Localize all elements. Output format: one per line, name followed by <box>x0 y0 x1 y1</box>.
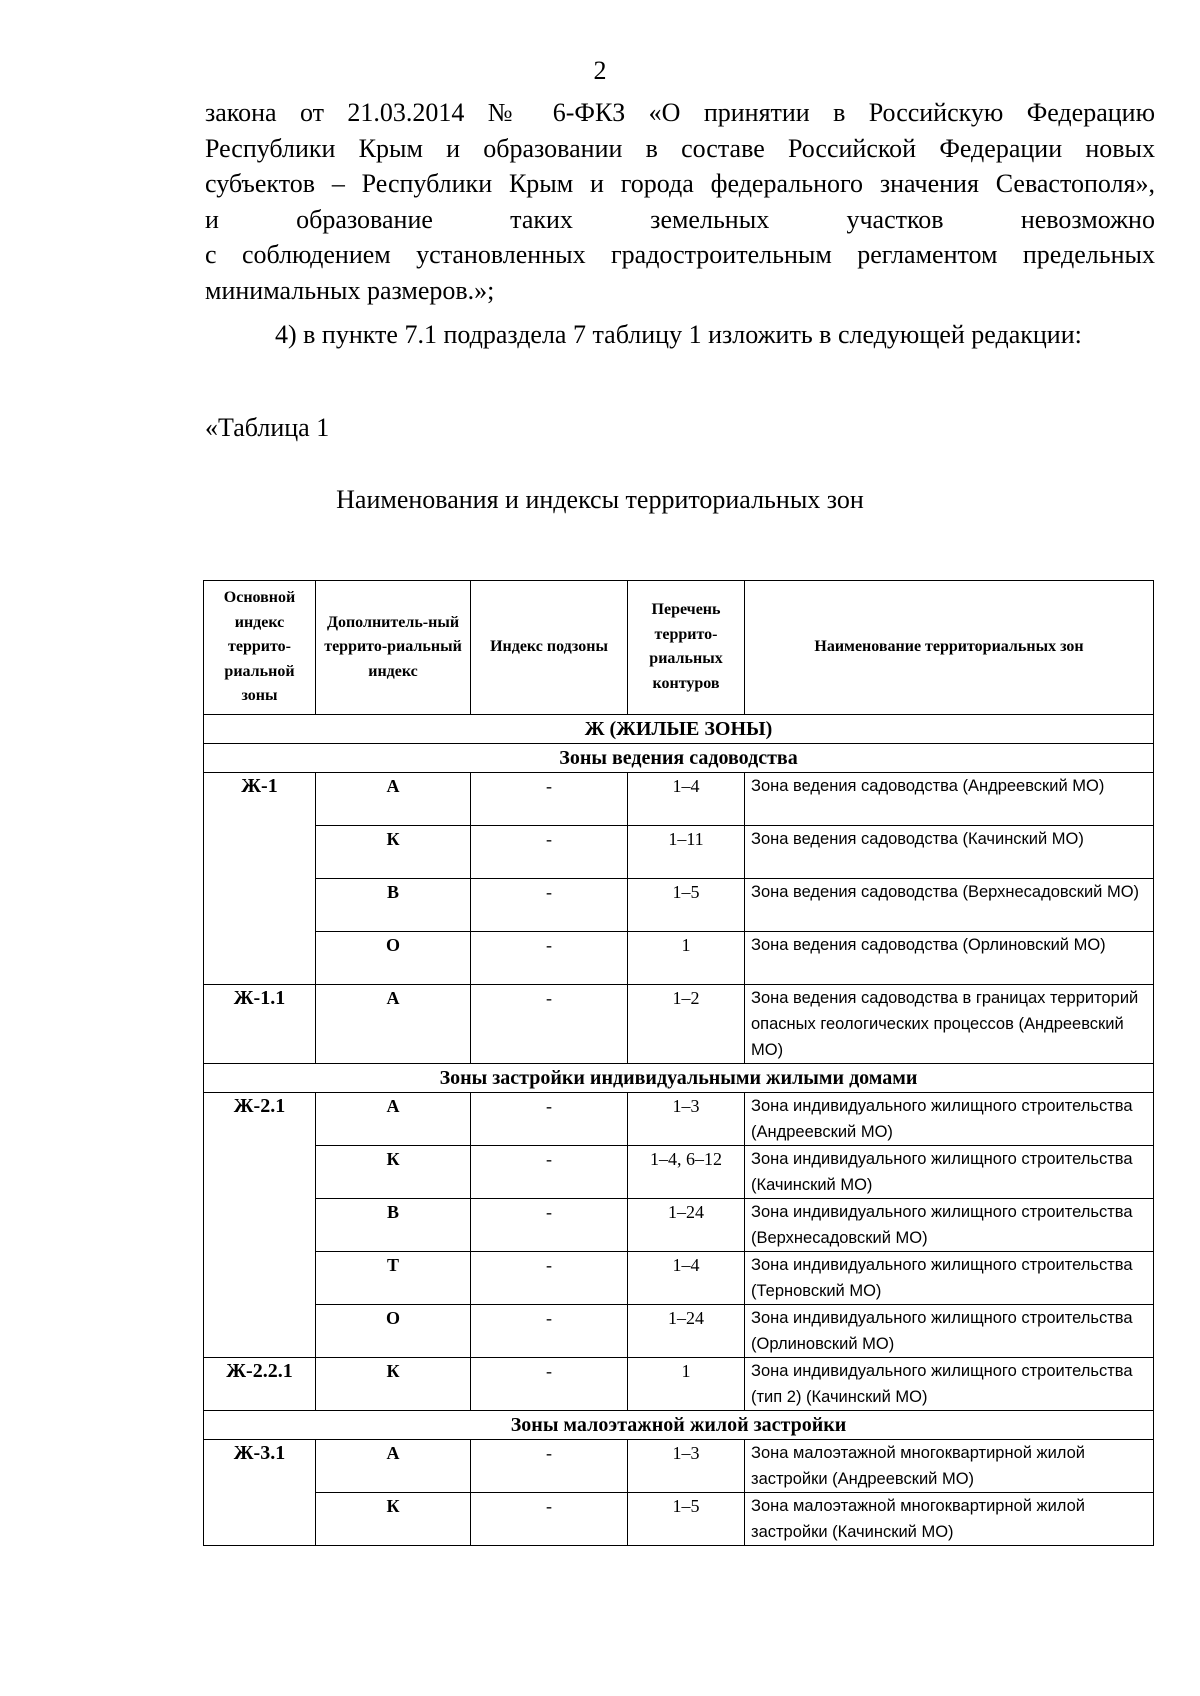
zone-name-cell: Зона ведения садоводства (Верхнесадовский МО) <box>745 878 1154 931</box>
paragraph-law-reference <box>205 95 1155 308</box>
contours-cell: 1–3 <box>628 1092 745 1145</box>
subzone-cell: - <box>471 825 628 878</box>
subzone-cell: - <box>471 1145 628 1198</box>
subzone-cell: - <box>471 1198 628 1251</box>
subzone-cell: - <box>471 1251 628 1304</box>
text-line: закона от 21.03.2014 № 6-ФКЗ «О принятии в Российскую Федерацию <box>205 98 1155 127</box>
zone-name-cell: Зона индивидуального жилищного строительства (Терновский МО) <box>745 1251 1154 1304</box>
contours-cell: 1–5 <box>628 1492 745 1545</box>
additional-index-cell: А <box>316 1092 471 1145</box>
main-index-cell: Ж-3.1 <box>204 1439 316 1545</box>
table-header-row <box>204 581 1154 715</box>
contours-cell: 1–4, 6–12 <box>628 1145 745 1198</box>
additional-index-cell: К <box>316 1145 471 1198</box>
zone-name-cell: Зона индивидуального жилищного строительства (тип 2) (Качинский МО) <box>745 1357 1154 1410</box>
zone-name-cell: Зона малоэтажной многоквартирной жилой застройки (Андреевский МО) <box>745 1439 1154 1492</box>
additional-index-cell: Т <box>316 1251 471 1304</box>
header-contours: Перечень террито-риальных контуров <box>628 581 745 715</box>
group-row <box>204 743 1154 772</box>
contours-cell: 1–3 <box>628 1439 745 1492</box>
group-row <box>204 1063 1154 1092</box>
section-row <box>204 714 1154 743</box>
table-row <box>204 984 1154 1063</box>
header-additional-index: Дополнитель-ный террито-риальный индекс <box>316 581 471 715</box>
zone-name-cell: Зона малоэтажной многоквартирной жилой застройки (Качинский МО) <box>745 1492 1154 1545</box>
table-row <box>204 931 1154 984</box>
subzone-cell: - <box>471 1092 628 1145</box>
main-index-cell: Ж-2.2.1 <box>204 1357 316 1410</box>
table-row <box>204 1304 1154 1357</box>
table-row <box>204 1492 1154 1545</box>
contours-cell: 1–24 <box>628 1198 745 1251</box>
additional-index-cell: О <box>316 931 471 984</box>
additional-index-cell: А <box>316 1439 471 1492</box>
text-line: минимальных размеров.»; <box>205 275 495 305</box>
table-row <box>204 1251 1154 1304</box>
paragraph-amendment: 4) в пункте 7.1 подраздела 7 таблицу 1 изложить в следующей редакции: <box>275 320 1082 349</box>
header-main-index: Основной индекс террито-риальной зоны <box>204 581 316 715</box>
text-line: субъектов – Республики Крым и города федерального значения Севастополя», <box>205 169 1155 198</box>
group-title: Зоны ведения садоводства <box>204 743 1154 772</box>
word: участков <box>846 204 944 234</box>
table-row <box>204 1357 1154 1410</box>
contours-cell: 1–2 <box>628 984 745 1063</box>
contours-cell: 1–5 <box>628 878 745 931</box>
page-number: 2 <box>593 56 607 85</box>
contours-cell: 1 <box>628 931 745 984</box>
table-caption: «Таблица 1 <box>205 413 330 442</box>
subzone-cell: - <box>471 984 628 1063</box>
subzone-cell: - <box>471 1304 628 1357</box>
additional-index-cell: А <box>316 984 471 1063</box>
subzone-cell: - <box>471 1439 628 1492</box>
word: и <box>205 204 219 234</box>
table-row <box>204 1145 1154 1198</box>
table-title: Наименования и индексы территориальных зон <box>336 485 864 514</box>
group-title: Зоны застройки индивидуальными жилыми домами <box>204 1063 1154 1092</box>
word: невозможно <box>1020 204 1155 234</box>
contours-cell: 1–4 <box>628 1251 745 1304</box>
subzone-cell: - <box>471 931 628 984</box>
table-row <box>204 1439 1154 1492</box>
zone-name-cell: Зона ведения садоводства (Орлиновский МО) <box>745 931 1154 984</box>
table-row <box>204 772 1154 825</box>
zone-name-cell: Зона ведения садоводства в границах территорий опасных геологических процессов (Андреевский МО) <box>745 984 1154 1063</box>
subzone-cell: - <box>471 878 628 931</box>
zone-name-cell: Зона индивидуального жилищного строительства (Андреевский МО) <box>745 1092 1154 1145</box>
contours-cell: 1–24 <box>628 1304 745 1357</box>
additional-index-cell: К <box>316 825 471 878</box>
zone-name-cell: Зона ведения садоводства (Андреевский МО) <box>745 772 1154 825</box>
group-row <box>204 1410 1154 1439</box>
text-line: с соблюдением установленных градостроительным регламентом предельных <box>205 240 1155 269</box>
zone-name-cell: Зона ведения садоводства (Качинский МО) <box>745 825 1154 878</box>
table-row <box>204 1092 1154 1145</box>
word: земельных <box>650 204 770 234</box>
zone-name-cell: Зона индивидуального жилищного строительства (Верхнесадовский МО) <box>745 1198 1154 1251</box>
main-index-cell: Ж-1 <box>204 772 316 984</box>
subzone-cell: - <box>471 772 628 825</box>
additional-index-cell: В <box>316 1198 471 1251</box>
group-title: Зоны малоэтажной жилой застройки <box>204 1410 1154 1439</box>
subzone-cell: - <box>471 1492 628 1545</box>
table-row <box>204 1198 1154 1251</box>
text-line: Республики Крым и образовании в составе Российской Федерации новых <box>205 133 1155 163</box>
zones-table <box>203 580 1154 1546</box>
word: таких <box>510 204 573 234</box>
header-zone-name: Наименование территориальных зон <box>745 581 1154 715</box>
section-title: Ж (ЖИЛЫЕ ЗОНЫ) <box>204 714 1154 743</box>
text-line-spread <box>205 202 1155 238</box>
table-row <box>204 825 1154 878</box>
main-index-cell: Ж-1.1 <box>204 984 316 1063</box>
header-subzone-index: Индекс подзоны <box>471 581 628 715</box>
subzone-cell: - <box>471 1357 628 1410</box>
contours-cell: 1–11 <box>628 825 745 878</box>
additional-index-cell: О <box>316 1304 471 1357</box>
table-row <box>204 878 1154 931</box>
zone-name-cell: Зона индивидуального жилищного строительства (Орлиновский МО) <box>745 1304 1154 1357</box>
additional-index-cell: К <box>316 1492 471 1545</box>
additional-index-cell: В <box>316 878 471 931</box>
contours-cell: 1 <box>628 1357 745 1410</box>
zone-name-cell: Зона индивидуального жилищного строительства (Качинский МО) <box>745 1145 1154 1198</box>
contours-cell: 1–4 <box>628 772 745 825</box>
word: образование <box>296 204 433 234</box>
additional-index-cell: К <box>316 1357 471 1410</box>
additional-index-cell: А <box>316 772 471 825</box>
main-index-cell: Ж-2.1 <box>204 1092 316 1357</box>
